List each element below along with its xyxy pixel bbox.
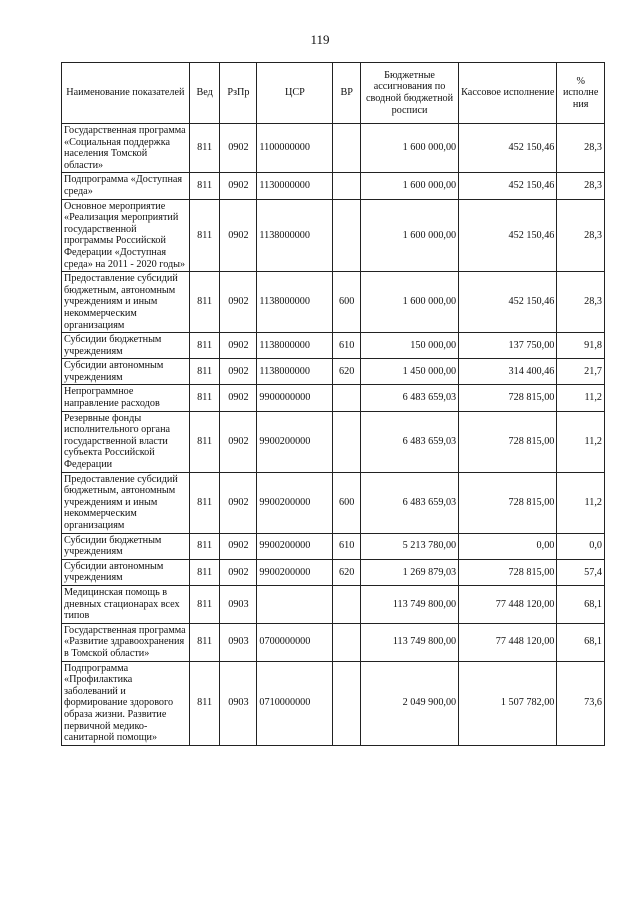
row-csr: 9900200000 bbox=[257, 559, 333, 585]
table-row bbox=[62, 585, 605, 623]
row-percent: 91,8 bbox=[557, 333, 605, 359]
row-rzpr: 0902 bbox=[220, 559, 257, 585]
row-cash: 314 400,46 bbox=[459, 359, 557, 385]
row-assignments: 2 049 900,00 bbox=[360, 661, 458, 745]
row-csr: 9900200000 bbox=[257, 411, 333, 472]
row-rzpr: 0902 bbox=[220, 333, 257, 359]
table-row bbox=[62, 385, 605, 411]
row-rzpr: 0902 bbox=[220, 124, 257, 173]
row-percent: 68,1 bbox=[557, 623, 605, 661]
row-name: Субсидии бюджетным учреждениям bbox=[62, 333, 190, 359]
row-ved: 811 bbox=[189, 533, 220, 559]
table-body bbox=[62, 124, 605, 746]
row-assignments: 1 600 000,00 bbox=[360, 272, 458, 333]
row-rzpr: 0903 bbox=[220, 661, 257, 745]
row-ved: 811 bbox=[189, 623, 220, 661]
table-row bbox=[62, 472, 605, 533]
row-csr: 9900000000 bbox=[257, 385, 333, 411]
row-rzpr: 0902 bbox=[220, 359, 257, 385]
row-csr: 9900200000 bbox=[257, 472, 333, 533]
table-row bbox=[62, 623, 605, 661]
page-number: 119 bbox=[310, 32, 330, 47]
row-rzpr: 0902 bbox=[220, 272, 257, 333]
row-csr bbox=[257, 585, 333, 623]
row-name: Непрограммное направление расходов bbox=[62, 385, 190, 411]
table-header-row bbox=[62, 63, 605, 124]
row-csr: 0710000000 bbox=[257, 661, 333, 745]
row-percent: 0,0 bbox=[557, 533, 605, 559]
row-name: Предоставление субсидий бюджетным, автономным учреждениям и иным некоммерческим организациям bbox=[62, 472, 190, 533]
row-ved: 811 bbox=[189, 559, 220, 585]
row-vr bbox=[333, 173, 360, 199]
row-ved: 811 bbox=[189, 173, 220, 199]
table-row bbox=[62, 533, 605, 559]
row-rzpr: 0902 bbox=[220, 533, 257, 559]
row-name: Резервные фонды исполнительного органа государственной власти субъекта Российской Федерации bbox=[62, 411, 190, 472]
row-assignments: 1 600 000,00 bbox=[360, 199, 458, 272]
row-name: Субсидии автономным учреждениям bbox=[62, 559, 190, 585]
row-cash: 452 150,46 bbox=[459, 124, 557, 173]
row-name: Подпрограмма «Профилактика заболеваний и формирование здорового образа жизни. Развитие первичной медико-санитарной помощи» bbox=[62, 661, 190, 745]
row-assignments: 6 483 659,03 bbox=[360, 385, 458, 411]
row-ved: 811 bbox=[189, 585, 220, 623]
row-assignments: 1 600 000,00 bbox=[360, 173, 458, 199]
table-row bbox=[62, 173, 605, 199]
row-name: Медицинская помощь в дневных стационарах всех типов bbox=[62, 585, 190, 623]
table-row bbox=[62, 333, 605, 359]
row-csr: 9900200000 bbox=[257, 533, 333, 559]
row-cash: 1 507 782,00 bbox=[459, 661, 557, 745]
row-vr: 610 bbox=[333, 333, 360, 359]
row-percent: 68,1 bbox=[557, 585, 605, 623]
table-row bbox=[62, 199, 605, 272]
row-ved: 811 bbox=[189, 333, 220, 359]
row-vr bbox=[333, 411, 360, 472]
row-ved: 811 bbox=[189, 385, 220, 411]
table-row bbox=[62, 559, 605, 585]
row-percent: 28,3 bbox=[557, 199, 605, 272]
row-csr: 1138000000 bbox=[257, 272, 333, 333]
row-vr bbox=[333, 585, 360, 623]
table-row bbox=[62, 124, 605, 173]
row-vr: 610 bbox=[333, 533, 360, 559]
row-percent: 11,2 bbox=[557, 472, 605, 533]
row-percent: 73,6 bbox=[557, 661, 605, 745]
row-vr: 620 bbox=[333, 359, 360, 385]
row-assignments: 1 450 000,00 bbox=[360, 359, 458, 385]
row-percent: 21,7 bbox=[557, 359, 605, 385]
row-name: Субсидии бюджетным учреждениям bbox=[62, 533, 190, 559]
row-cash: 452 150,46 bbox=[459, 199, 557, 272]
row-ved: 811 bbox=[189, 272, 220, 333]
row-csr: 0700000000 bbox=[257, 623, 333, 661]
header-cash: Кассовое исполнение bbox=[459, 63, 557, 124]
row-assignments: 150 000,00 bbox=[360, 333, 458, 359]
row-vr bbox=[333, 124, 360, 173]
row-vr bbox=[333, 199, 360, 272]
row-csr: 1100000000 bbox=[257, 124, 333, 173]
row-name: Государственная программа «Развитие здравоохранения в Томской области» bbox=[62, 623, 190, 661]
row-assignments: 113 749 800,00 bbox=[360, 585, 458, 623]
row-cash: 77 448 120,00 bbox=[459, 585, 557, 623]
row-name: Основное мероприятие «Реализация мероприятий государственной программы Российской Федерации «Доступная среда» на 2011 - 2020 годы» bbox=[62, 199, 190, 272]
row-cash: 77 448 120,00 bbox=[459, 623, 557, 661]
row-percent: 11,2 bbox=[557, 411, 605, 472]
row-csr: 1138000000 bbox=[257, 359, 333, 385]
row-rzpr: 0903 bbox=[220, 623, 257, 661]
row-assignments: 1 269 879,03 bbox=[360, 559, 458, 585]
row-rzpr: 0902 bbox=[220, 173, 257, 199]
table-row bbox=[62, 411, 605, 472]
budget-execution-table bbox=[61, 62, 605, 746]
table-row bbox=[62, 272, 605, 333]
row-csr: 1138000000 bbox=[257, 333, 333, 359]
table-row bbox=[62, 661, 605, 745]
row-percent: 11,2 bbox=[557, 385, 605, 411]
row-vr bbox=[333, 623, 360, 661]
header-ved: Вед bbox=[189, 63, 220, 124]
row-name: Предоставление субсидий бюджетным, автономным учреждениям и иным некоммерческим организациям bbox=[62, 272, 190, 333]
row-rzpr: 0903 bbox=[220, 585, 257, 623]
row-rzpr: 0902 bbox=[220, 385, 257, 411]
row-name: Субсидии автономным учреждениям bbox=[62, 359, 190, 385]
row-ved: 811 bbox=[189, 124, 220, 173]
row-vr bbox=[333, 385, 360, 411]
row-rzpr: 0902 bbox=[220, 199, 257, 272]
header-percent: % исполне ния bbox=[557, 63, 605, 124]
row-vr: 600 bbox=[333, 472, 360, 533]
row-cash: 728 815,00 bbox=[459, 385, 557, 411]
row-cash: 728 815,00 bbox=[459, 411, 557, 472]
header-rzpr: РзПр bbox=[220, 63, 257, 124]
header-csr: ЦСР bbox=[257, 63, 333, 124]
row-percent: 57,4 bbox=[557, 559, 605, 585]
row-rzpr: 0902 bbox=[220, 472, 257, 533]
row-percent: 28,3 bbox=[557, 272, 605, 333]
row-csr: 1130000000 bbox=[257, 173, 333, 199]
row-vr: 600 bbox=[333, 272, 360, 333]
row-ved: 811 bbox=[189, 661, 220, 745]
row-cash: 137 750,00 bbox=[459, 333, 557, 359]
row-vr bbox=[333, 661, 360, 745]
row-ved: 811 bbox=[189, 199, 220, 272]
row-vr: 620 bbox=[333, 559, 360, 585]
row-assignments: 6 483 659,03 bbox=[360, 472, 458, 533]
row-assignments: 113 749 800,00 bbox=[360, 623, 458, 661]
row-assignments: 5 213 780,00 bbox=[360, 533, 458, 559]
row-name: Подпрограмма «Доступная среда» bbox=[62, 173, 190, 199]
row-cash: 728 815,00 bbox=[459, 472, 557, 533]
row-ved: 811 bbox=[189, 359, 220, 385]
row-assignments: 1 600 000,00 bbox=[360, 124, 458, 173]
row-ved: 811 bbox=[189, 472, 220, 533]
row-cash: 728 815,00 bbox=[459, 559, 557, 585]
header-vr: ВР bbox=[333, 63, 360, 124]
row-percent: 28,3 bbox=[557, 124, 605, 173]
row-cash: 452 150,46 bbox=[459, 272, 557, 333]
row-assignments: 6 483 659,03 bbox=[360, 411, 458, 472]
table-row bbox=[62, 359, 605, 385]
row-percent: 28,3 bbox=[557, 173, 605, 199]
row-cash: 0,00 bbox=[459, 533, 557, 559]
row-csr: 1138000000 bbox=[257, 199, 333, 272]
row-rzpr: 0902 bbox=[220, 411, 257, 472]
row-ved: 811 bbox=[189, 411, 220, 472]
row-cash: 452 150,46 bbox=[459, 173, 557, 199]
header-name: Наименование показателей bbox=[62, 63, 190, 124]
row-name: Государственная программа «Социальная поддержка населения Томской области» bbox=[62, 124, 190, 173]
header-assignments: Бюджетные ассигнования по сводной бюджетной росписи bbox=[360, 63, 458, 124]
